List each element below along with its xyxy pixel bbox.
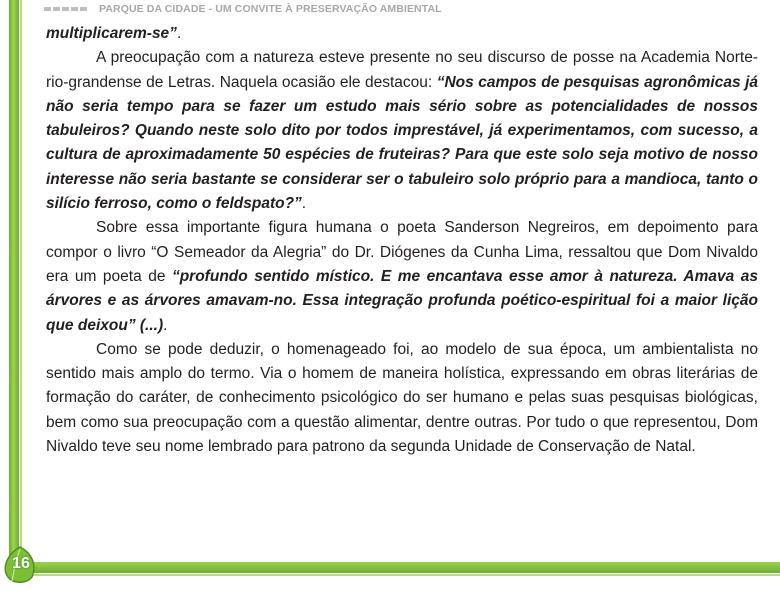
paragraph-text: Como se pode deduzir, o homenageado foi, ao modelo de sua época, um ambientalista no sentido mais amplo do termo. Via o homem de maneira holística, expressando em obras literárias de formação do caráter, de conhecimento psicológico do ser humano e pelas suas pesquisas biológicas, bem como sua preocupação com a questão alimentar, dentre outras. Por tudo o que representou, Dom Nivaldo teve seu nome lembrado para patrono da segunda Unidade de Conservação de Natal. (46, 340, 758, 456)
paragraph-continuation (46, 22, 758, 46)
paragraph-tail: . (163, 316, 168, 334)
paragraph (46, 216, 758, 337)
paragraph (46, 46, 758, 216)
left-border-bar (9, 0, 19, 575)
quote: multiplicarem-se” (46, 25, 177, 42)
paragraph-tail: . (301, 195, 307, 213)
paragraph-tail: . (176, 25, 182, 42)
paragraph-text: A preocupação com a natureza esteve presente no seu discurso de posse na Academia Norte-rio-grandense de Letras. Naquela ocasião ele destacou: (46, 49, 758, 91)
left-border-line (20, 0, 22, 560)
bottom-border-line (30, 574, 780, 576)
header-title: PARQUE DA CIDADE - UM CONVITE À PRESERVAÇÃO AMBIENTAL (99, 3, 442, 15)
quote: “profundo sentido místico. E me encantava esse amor à natureza. Amava as árvores e as árvores amavam-no. Essa integração profunda poético-espiritual foi a maior lição que deixou” (...) (46, 267, 758, 334)
body-text (46, 22, 758, 459)
paragraph-text: Sobre essa importante figura humana o poeta Sanderson Negreiros, em depoimento para compor o livro “O Semeador da Alegria” do Dr. Diógenes da Cunha Lima, ressaltou que Dom Nivaldo era um poeta de (46, 219, 758, 285)
page-number: 16 (12, 555, 30, 572)
quote: “Nos campos de pesquisas agronômicas já não seria tempo para se fazer um estudo mais sério sobre as potencialidades de nossos tabuleiros? Quando neste solo dito por todos imprestável, já experimentamos, com sucesso, a cultura de aproximadamente 50 espécies de fruteiras? Para que este solo seja motivo de nosso interesse não seria bastante se considerar ser o tabuleiro solo próprio para a mandioca, tanto o silício ferroso, como o feldspato?” (46, 73, 758, 213)
paragraph (46, 338, 758, 459)
running-header (44, 2, 442, 16)
header-dash-ornament (44, 7, 87, 11)
bottom-border-bar (22, 562, 780, 573)
